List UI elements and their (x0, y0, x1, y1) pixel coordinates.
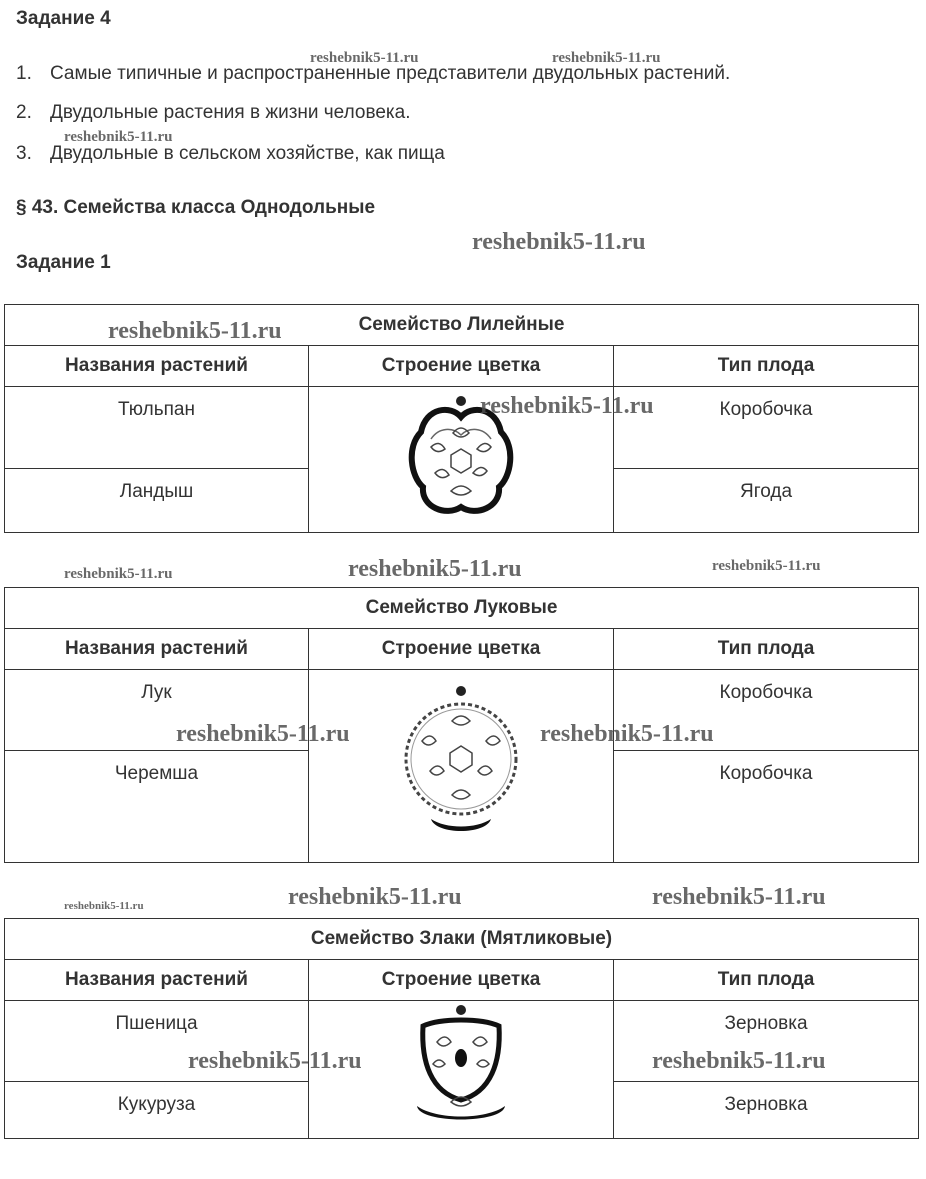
watermark: reshebnik5-11.ru (188, 1048, 362, 1074)
table-row (5, 387, 919, 469)
watermark: reshebnik5-11.ru (480, 393, 654, 419)
task4-item-2 (16, 102, 411, 124)
table-alliaceae (4, 587, 919, 863)
task4-heading: Задание 4 (16, 8, 111, 29)
watermark: reshebnik5-11.ru (108, 318, 282, 344)
column-header-structure: Строение цветка (309, 960, 614, 1001)
column-header-fruit: Тип плода (614, 960, 919, 1001)
table-title: Семейство Лилейные (5, 305, 919, 346)
watermark: reshebnik5-11.ru (64, 566, 173, 582)
plant-name: Черемша (5, 751, 309, 863)
list-text: Самые типичные и распространенные представители двудольных растений. (50, 63, 731, 84)
watermark: reshebnik5-11.ru (652, 1048, 826, 1074)
column-header-fruit: Тип плода (614, 629, 919, 670)
watermark: reshebnik5-11.ru (64, 129, 173, 145)
onion-flower-diagram-icon (386, 679, 536, 849)
fruit-type: Коробочка (614, 670, 919, 751)
column-header-structure: Строение цветка (309, 346, 614, 387)
column-header-structure: Строение цветка (309, 629, 614, 670)
plant-name: Ландыш (5, 468, 309, 532)
column-header-names: Названия растений (5, 960, 309, 1001)
watermark: reshebnik5-11.ru (472, 229, 646, 255)
fruit-type: Коробочка (614, 387, 919, 469)
list-number: 1. (16, 63, 32, 84)
list-number: 2. (16, 102, 32, 123)
fruit-type: Коробочка (614, 751, 919, 863)
column-header-names: Названия растений (5, 629, 309, 670)
grass-flower-diagram-icon (411, 1002, 511, 1132)
watermark: reshebnik5-11.ru (176, 721, 350, 747)
watermark: reshebnik5-11.ru (288, 884, 462, 910)
plant-name: Тюльпан (5, 387, 309, 469)
watermark: reshebnik5-11.ru (652, 884, 826, 910)
plant-name: Лук (5, 670, 309, 751)
column-header-names: Названия растений (5, 346, 309, 387)
table-title: Семейство Злаки (Мятликовые) (5, 919, 919, 960)
table-title: Семейство Луковые (5, 588, 919, 629)
fruit-type: Ягода (614, 468, 919, 532)
watermark: reshebnik5-11.ru (540, 721, 714, 747)
list-text: Двудольные в сельском хозяйстве, как пища (50, 143, 445, 164)
plant-name: Пшеница (5, 1001, 309, 1082)
task1-heading: Задание 1 (16, 252, 111, 273)
watermark: reshebnik5-11.ru (712, 558, 821, 574)
watermark: reshebnik5-11.ru (310, 50, 419, 66)
table-row (5, 670, 919, 751)
watermark: reshebnik5-11.ru (348, 556, 522, 582)
column-header-fruit: Тип плода (614, 346, 919, 387)
flower-diagram-cell (309, 670, 614, 863)
section-title: § 43. Семейства класса Однодольные (16, 197, 376, 218)
watermark: reshebnik5-11.ru (64, 900, 144, 912)
list-number: 3. (16, 143, 32, 164)
task4-item-3 (16, 143, 445, 165)
fruit-type: Зерновка (614, 1082, 919, 1139)
table-poaceae (4, 918, 919, 1139)
fruit-type: Зерновка (614, 1001, 919, 1082)
watermark: reshebnik5-11.ru (552, 50, 661, 66)
plant-name: Кукуруза (5, 1082, 309, 1139)
list-text: Двудольные растения в жизни человека. (50, 102, 411, 123)
